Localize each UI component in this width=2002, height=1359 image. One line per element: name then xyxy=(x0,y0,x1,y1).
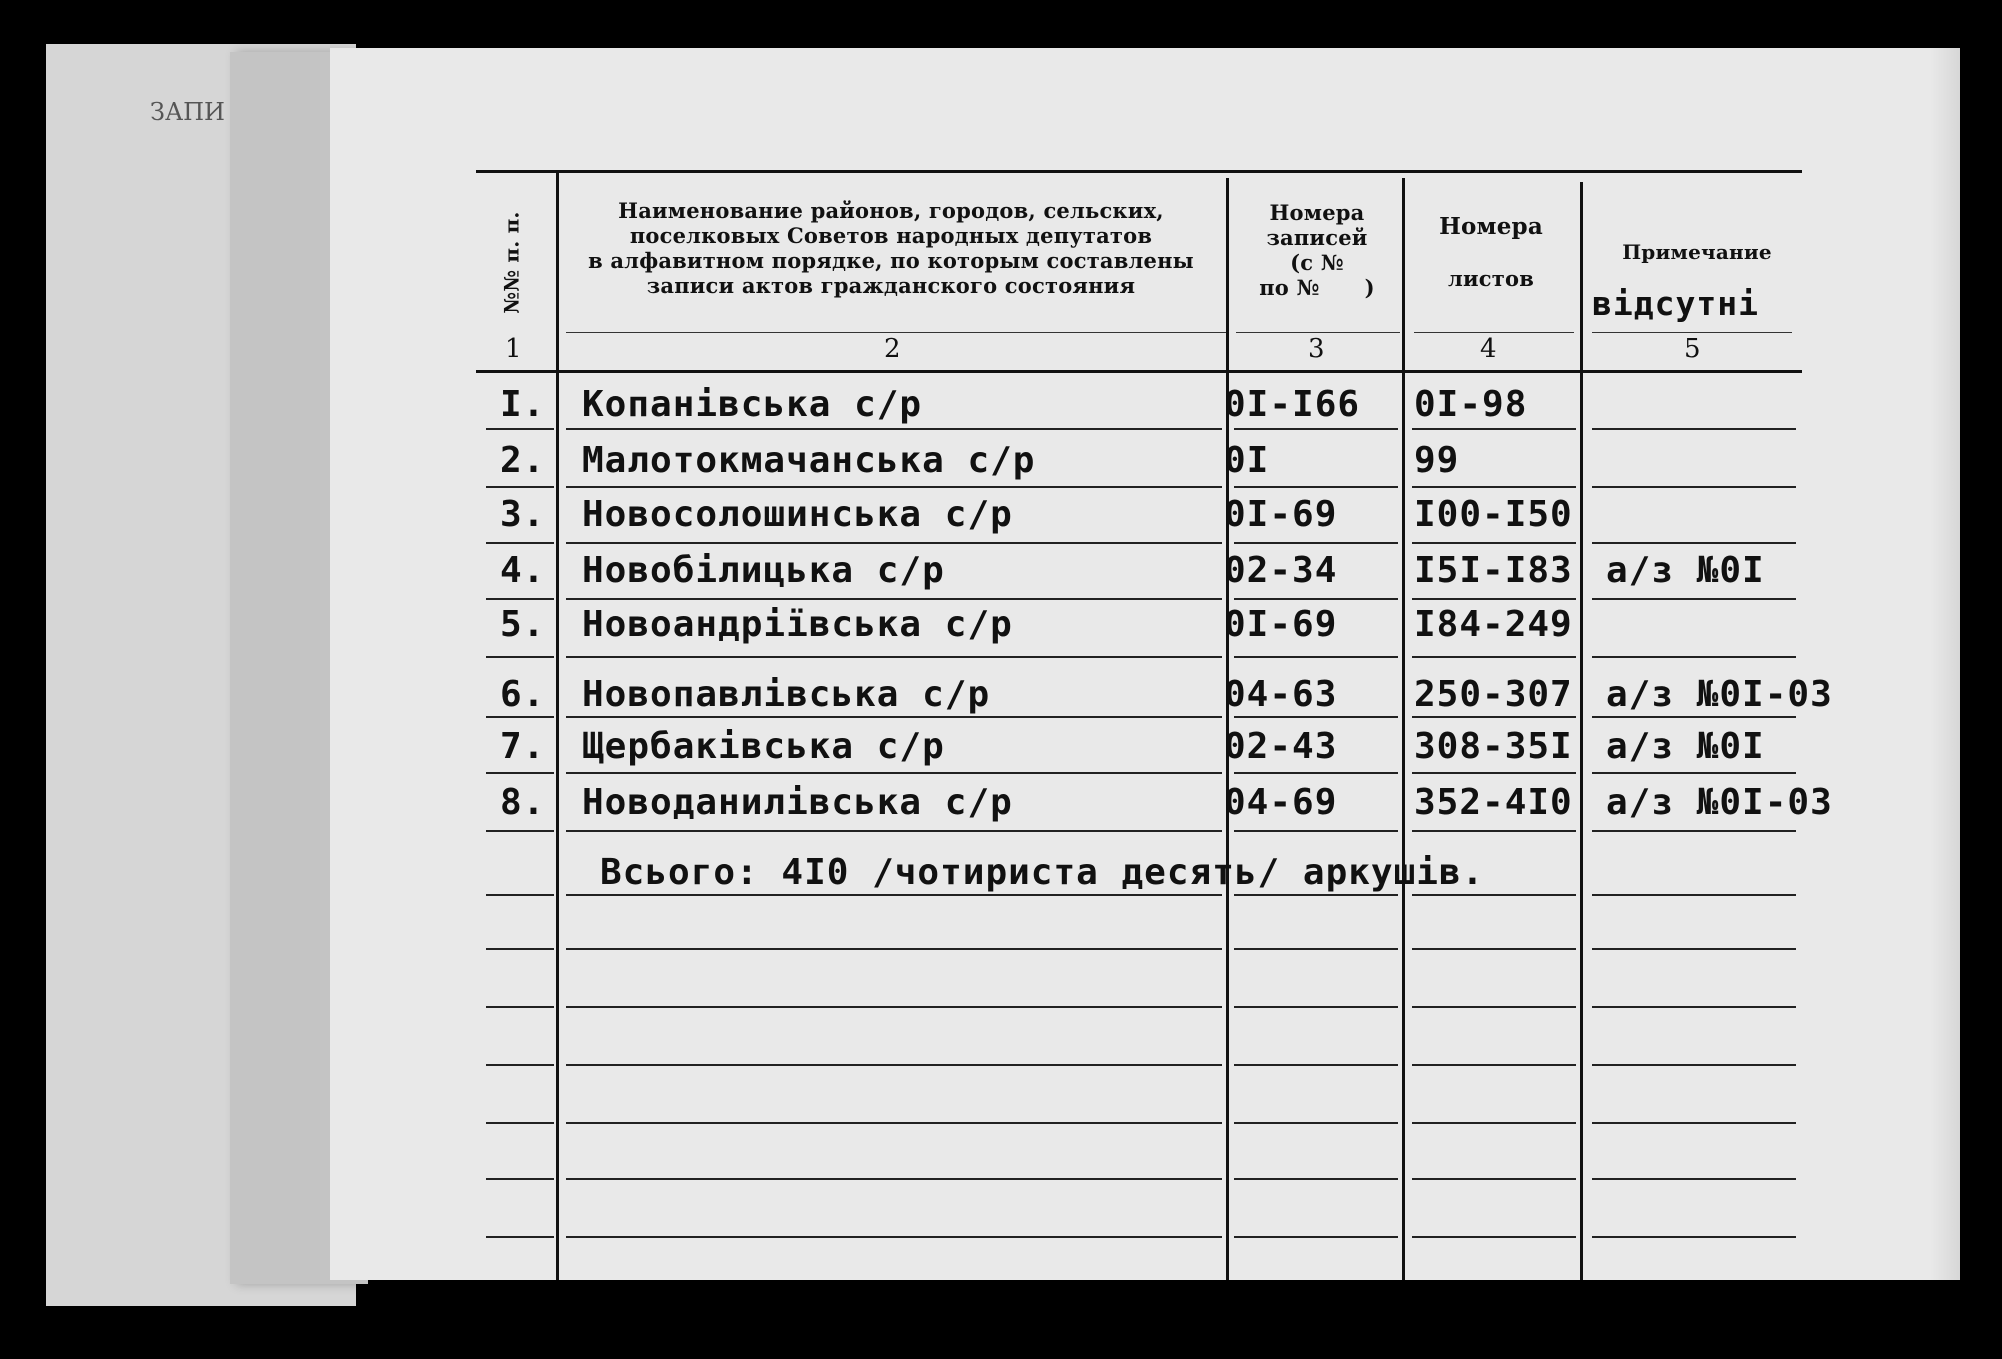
row-number: 4. xyxy=(500,550,546,591)
row-rule-line xyxy=(1412,486,1576,488)
row-rule-line xyxy=(1592,1178,1796,1180)
row-rule-line xyxy=(486,948,554,950)
row-rule-line xyxy=(1412,1006,1576,1008)
row-number: 7. xyxy=(500,726,546,767)
row-council-name: Новоданилівська с/р xyxy=(582,782,1013,823)
row-rule-line xyxy=(1234,948,1398,950)
row-record-numbers: 0I-69 xyxy=(1224,494,1338,535)
col1-header: №№ п. п. xyxy=(499,211,524,314)
column-divider xyxy=(1402,178,1405,1280)
row-rule-line xyxy=(1592,1236,1796,1238)
row-rule-line xyxy=(486,656,554,658)
row-rule-line xyxy=(1412,948,1576,950)
row-number: 3. xyxy=(500,494,546,535)
col5-header: Примечание xyxy=(1622,240,1772,264)
row-rule-line xyxy=(486,542,554,544)
total-line: Всього: 4I0 /чотириста десять/ аркушів. xyxy=(600,852,1485,893)
row-rule-line xyxy=(1234,1064,1398,1066)
col3-header-line: (с № xyxy=(1290,250,1344,275)
col2-header-line: записи актов гражданского состояния xyxy=(646,273,1136,298)
row-council-name: Малотокмачанська с/р xyxy=(582,440,1036,481)
col4-header-top: Номера xyxy=(1439,213,1543,240)
col3-header-line: Номера xyxy=(1269,200,1365,225)
col3-header-line: по № ) xyxy=(1259,275,1375,300)
row-rule-line xyxy=(486,894,554,896)
row-number: 2. xyxy=(500,440,546,481)
row-rule-line xyxy=(1234,772,1398,774)
row-rule-line xyxy=(1592,656,1796,658)
row-rule-line xyxy=(1412,542,1576,544)
row-council-name: Новоандріївська с/р xyxy=(582,604,1013,645)
row-rule-line xyxy=(1592,1064,1796,1066)
row-record-numbers: 0I-I66 xyxy=(1224,384,1361,425)
row-rule-line xyxy=(486,486,554,488)
col4-header-bottom: листов xyxy=(1448,266,1534,291)
row-rule-line xyxy=(1234,1178,1398,1180)
header-divider xyxy=(1414,332,1574,333)
header-divider xyxy=(1592,332,1792,333)
row-rule-line xyxy=(1412,716,1576,718)
row-number: 5. xyxy=(500,604,546,645)
row-note: а/з №0I-03 xyxy=(1606,782,1833,823)
row-rule-line xyxy=(486,772,554,774)
row-rule-line xyxy=(1412,1178,1576,1180)
row-rule-line xyxy=(486,428,554,430)
row-sheet-numbers: 0I-98 xyxy=(1414,384,1528,425)
row-rule-line xyxy=(1592,772,1796,774)
row-sheet-numbers: I84-249 xyxy=(1414,604,1573,645)
row-rule-line xyxy=(1592,948,1796,950)
row-rule-line xyxy=(1234,656,1398,658)
col3-header xyxy=(1232,200,1402,300)
row-rule-line xyxy=(486,1006,554,1008)
row-rule-line xyxy=(486,1064,554,1066)
row-rule-line xyxy=(566,428,1222,430)
column-divider xyxy=(556,172,559,1280)
col-number-1: 1 xyxy=(505,334,522,364)
row-rule-line xyxy=(1412,1122,1576,1124)
col2-header-line: Наименование районов, городов, сельских, xyxy=(618,198,1164,223)
row-rule-line xyxy=(1234,894,1398,896)
row-record-numbers: 04-63 xyxy=(1224,674,1338,715)
row-rule-line xyxy=(1234,1236,1398,1238)
row-rule-line xyxy=(566,1006,1222,1008)
row-rule-line xyxy=(1592,1122,1796,1124)
row-note: а/з №0I xyxy=(1606,726,1765,767)
row-rule-line xyxy=(1592,598,1796,600)
row-number: 6. xyxy=(500,674,546,715)
row-rule-line xyxy=(486,830,554,832)
row-rule-line xyxy=(1234,486,1398,488)
row-rule-line xyxy=(566,486,1222,488)
col-number-2: 2 xyxy=(884,334,901,364)
row-record-numbers: 0I xyxy=(1224,440,1270,481)
row-sheet-numbers: I00-I50 xyxy=(1414,494,1573,535)
row-rule-line xyxy=(1234,716,1398,718)
col-number-3: 3 xyxy=(1308,334,1325,364)
row-sheet-numbers: 308-35I xyxy=(1414,726,1573,767)
row-number: I. xyxy=(500,384,546,425)
row-rule-line xyxy=(1592,428,1796,430)
row-rule-line xyxy=(566,1236,1222,1238)
row-council-name: Новобілицька с/р xyxy=(582,550,945,591)
row-record-numbers: 04-69 xyxy=(1224,782,1338,823)
row-rule-line xyxy=(1592,894,1796,896)
row-rule-line xyxy=(1234,542,1398,544)
row-rule-line xyxy=(486,598,554,600)
row-rule-line xyxy=(1412,1064,1576,1066)
row-rule-line xyxy=(1592,716,1796,718)
row-rule-line xyxy=(1234,1122,1398,1124)
row-note: а/з №0I xyxy=(1606,550,1765,591)
row-rule-line xyxy=(1412,656,1576,658)
col3-header-line: записей xyxy=(1266,225,1368,250)
col5-typed-absent: відсутні xyxy=(1592,284,1759,323)
row-rule-line xyxy=(566,1178,1222,1180)
row-rule-line xyxy=(566,772,1222,774)
row-rule-line xyxy=(1234,598,1398,600)
row-record-numbers: 02-43 xyxy=(1224,726,1338,767)
row-rule-line xyxy=(1592,1006,1796,1008)
row-rule-line xyxy=(486,1122,554,1124)
row-number: 8. xyxy=(500,782,546,823)
row-council-name: Копанівська с/р xyxy=(582,384,923,425)
row-rule-line xyxy=(486,1236,554,1238)
row-sheet-numbers: 352-4I0 xyxy=(1414,782,1573,823)
row-rule-line xyxy=(566,830,1222,832)
table-top-border xyxy=(476,170,1802,173)
header-bottom-border xyxy=(476,370,1802,373)
row-rule-line xyxy=(1412,894,1576,896)
col2-header-line: в алфавитном порядке, по которым составлены xyxy=(588,248,1194,273)
row-rule-line xyxy=(1412,830,1576,832)
row-rule-line xyxy=(566,1064,1222,1066)
row-rule-line xyxy=(1592,486,1796,488)
row-record-numbers: 0I-69 xyxy=(1224,604,1338,645)
row-sheet-numbers: 99 xyxy=(1414,440,1460,481)
row-council-name: Новосолошинська с/р xyxy=(582,494,1013,535)
row-council-name: Новопавлівська с/р xyxy=(582,674,991,715)
row-rule-line xyxy=(1234,1006,1398,1008)
row-rule-line xyxy=(566,1122,1222,1124)
row-council-name: Щербаківська с/р xyxy=(582,726,945,767)
header-divider xyxy=(566,332,1226,333)
col2-header-line: поселковых Советов народных депутатов xyxy=(629,223,1153,248)
row-rule-line xyxy=(1592,830,1796,832)
row-rule-line xyxy=(566,716,1222,718)
row-rule-line xyxy=(566,542,1222,544)
header-divider xyxy=(1236,332,1400,333)
row-rule-line xyxy=(486,716,554,718)
row-rule-line xyxy=(1234,830,1398,832)
row-rule-line xyxy=(1592,542,1796,544)
column-divider xyxy=(1580,182,1583,1280)
row-rule-line xyxy=(1412,772,1576,774)
row-rule-line xyxy=(566,656,1222,658)
row-rule-line xyxy=(566,598,1222,600)
fragment-text: ЗАПИ xyxy=(150,98,225,126)
row-sheet-numbers: 250-307 xyxy=(1414,674,1573,715)
col-number-5: 5 xyxy=(1684,334,1701,364)
row-rule-line xyxy=(1412,598,1576,600)
row-sheet-numbers: I5I-I83 xyxy=(1414,550,1573,591)
row-rule-line xyxy=(566,948,1222,950)
col-number-4: 4 xyxy=(1480,334,1497,364)
row-rule-line xyxy=(486,1178,554,1180)
row-rule-line xyxy=(1234,428,1398,430)
row-rule-line xyxy=(1412,1236,1576,1238)
row-rule-line xyxy=(1412,428,1576,430)
row-record-numbers: 02-34 xyxy=(1224,550,1338,591)
row-rule-line xyxy=(566,894,1222,896)
col2-header xyxy=(566,198,1216,298)
row-note: а/з №0I-03 xyxy=(1606,674,1833,715)
